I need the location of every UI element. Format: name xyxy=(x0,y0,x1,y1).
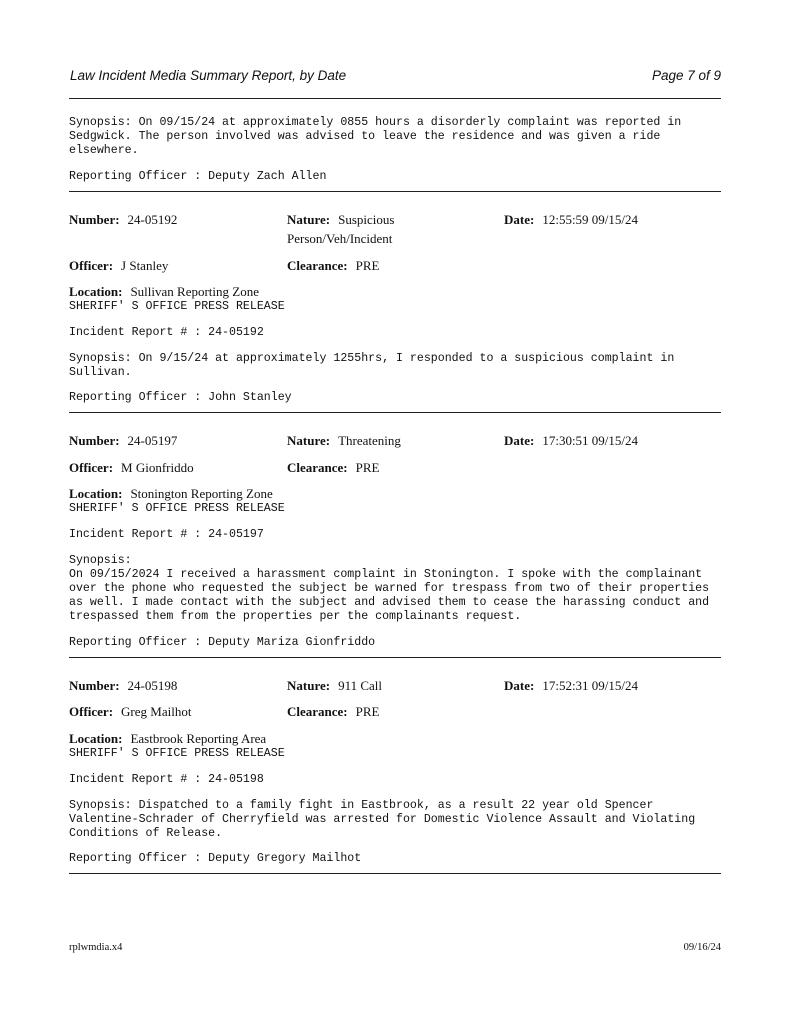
incident-clearance xyxy=(287,458,379,477)
incident-nature xyxy=(287,431,487,450)
section-divider xyxy=(69,873,721,874)
incident-number xyxy=(69,431,177,450)
location-label: Location: xyxy=(69,486,123,501)
incident-report-number: Incident Report # : 24-05192 xyxy=(69,326,264,339)
incident-report-number: Incident Report # : 24-05197 xyxy=(69,528,264,541)
officer-label: Officer: xyxy=(69,258,114,273)
nature-label: Nature: xyxy=(287,212,331,227)
incident-location xyxy=(69,729,266,748)
number-label: Number: xyxy=(69,433,120,448)
clearance-value: PRE xyxy=(355,258,380,273)
location-value: Stonington Reporting Zone xyxy=(130,486,273,501)
date-label: Date: xyxy=(504,678,535,693)
page-number: Page 7 of 9 xyxy=(651,68,721,83)
number-value: 24-05192 xyxy=(127,212,178,227)
press-release: SHERIFF' S OFFICE PRESS RELEASE xyxy=(69,300,285,313)
reporting-officer: Reporting Officer : Deputy Mariza Gionfriddo xyxy=(69,636,376,649)
incident-location xyxy=(69,282,259,301)
date-value: 12:55:59 09/15/24 xyxy=(542,212,639,227)
footer-date: 09/16/24 xyxy=(683,942,721,953)
reporting-officer: Reporting Officer : John Stanley xyxy=(69,391,292,404)
synopsis-text: Synopsis: On 09/15/24 at approximately 0855 hours a disorderly complaint was reported in Sedgwick. The person involved was advised to leave the residence and was given a ride elsewhere. xyxy=(69,116,682,157)
reporting-officer: Reporting Officer : Deputy Zach Allen xyxy=(69,170,327,183)
number-value: 24-05198 xyxy=(127,678,178,693)
location-value: Sullivan Reporting Zone xyxy=(130,284,259,299)
date-label: Date: xyxy=(504,212,535,227)
incident-report-number: Incident Report # : 24-05198 xyxy=(69,773,264,786)
incident-number xyxy=(69,210,177,229)
press-release: SHERIFF' S OFFICE PRESS RELEASE xyxy=(69,747,285,760)
incident-clearance xyxy=(287,702,379,721)
officer-value: M Gionfriddo xyxy=(121,460,194,475)
number-value: 24-05197 xyxy=(127,433,178,448)
incident-location xyxy=(69,484,273,503)
location-value: Eastbrook Reporting Area xyxy=(130,731,267,746)
number-label: Number: xyxy=(69,678,120,693)
reporting-officer: Reporting Officer : Deputy Gregory Mailhot xyxy=(69,852,362,865)
clearance-label: Clearance: xyxy=(287,704,348,719)
nature-label: Nature: xyxy=(287,433,331,448)
date-value: 17:52:31 09/15/24 xyxy=(542,678,639,693)
report-title: Law Incident Media Summary Report, by Date xyxy=(70,68,347,83)
number-label: Number: xyxy=(69,212,120,227)
incident-clearance xyxy=(287,256,379,275)
incident-officer xyxy=(69,458,194,477)
incident-date xyxy=(504,676,638,695)
date-value: 17:30:51 09/15/24 xyxy=(542,433,639,448)
nature-value: Suspicious Person/Veh/Incident xyxy=(287,212,395,246)
incident-nature xyxy=(287,210,477,248)
nature-value: Threatening xyxy=(338,433,401,448)
press-release: SHERIFF' S OFFICE PRESS RELEASE xyxy=(69,502,285,515)
incident-officer xyxy=(69,256,168,275)
officer-label: Officer: xyxy=(69,460,114,475)
date-label: Date: xyxy=(504,433,535,448)
incident-nature xyxy=(287,676,487,695)
incident-officer xyxy=(69,702,191,721)
incident-number xyxy=(69,676,177,695)
incident-date xyxy=(504,431,638,450)
officer-label: Officer: xyxy=(69,704,114,719)
section-divider xyxy=(69,191,721,192)
location-label: Location: xyxy=(69,731,123,746)
clearance-label: Clearance: xyxy=(287,460,348,475)
officer-value: Greg Mailhot xyxy=(121,704,192,719)
clearance-label: Clearance: xyxy=(287,258,348,273)
location-label: Location: xyxy=(69,284,123,299)
section-divider xyxy=(69,657,721,658)
incident-date xyxy=(504,210,638,229)
nature-label: Nature: xyxy=(287,678,331,693)
clearance-value: PRE xyxy=(355,704,380,719)
section-divider xyxy=(69,412,721,413)
header-divider xyxy=(69,98,721,99)
nature-value: 911 Call xyxy=(338,678,383,693)
synopsis-text: Synopsis: Dispatched to a family fight in Eastbrook, as a result 22 year old Spencer Valentine-Schrader of Cherryfield was arrested for Domestic Violence Assault and Violating Conditions of Release. xyxy=(69,799,696,840)
synopsis-text: Synopsis: On 09/15/2024 I received a harassment complaint in Stonington. I spoke with the complainant over the phone who requested the subject be warned for trespass from two of their properties as well. I made contact with the subject and advised them to cease the harassing conduct and trespassed them from the properties per the complainants request. xyxy=(69,554,710,623)
footer-filename: rplwmdia.x4 xyxy=(69,942,123,953)
officer-value: J Stanley xyxy=(121,258,169,273)
clearance-value: PRE xyxy=(355,460,380,475)
synopsis-text: Synopsis: On 9/15/24 at approximately 1255hrs, I responded to a suspicious complaint in Sullivan. xyxy=(69,352,675,379)
